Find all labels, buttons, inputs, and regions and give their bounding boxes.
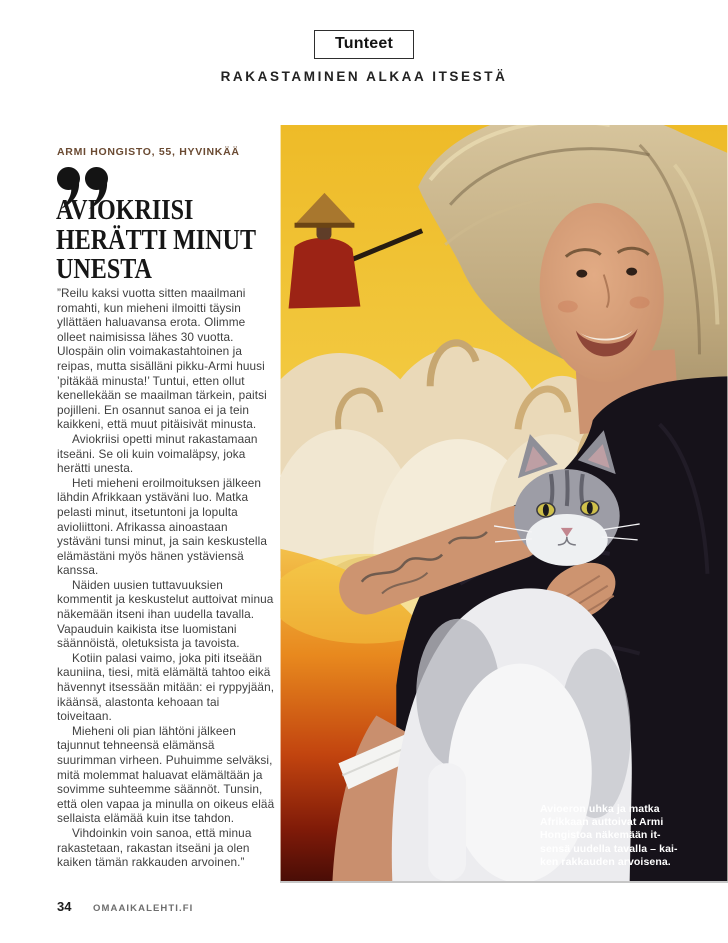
portrait-photo <box>280 125 728 883</box>
caption-line: Afrikkaan auttoivat Armi <box>540 816 664 829</box>
caption-line: ken rakkauden arvoisena. <box>540 855 671 868</box>
paragraph: Heti mieheni eroilmoituksen jälkeen lähdin Afrikkaan ystäväni luo. Matka pelasti minut, itsetuntoni ja lopulta avioliittoni. Afrikassa ainoastaan ystäväni tunsi minut, ja sain keskustella elämästäni myös hänen ystäviensä kanssa. <box>57 475 267 578</box>
page-number: 34 <box>57 899 72 914</box>
article-body <box>57 286 275 870</box>
caption-line: Avioeron uhka ja matka <box>540 803 660 815</box>
paragraph: Aviokriisi opetti minut rakastamaan itseäni. Se oli kuin voimaläpsy, joka herätti unesta. <box>57 431 258 476</box>
section-tag-label: Tunteet <box>335 35 393 52</box>
section-tag <box>314 30 414 59</box>
paragraph: Näiden uusien tuttavuuksien kommentit ja keskustelut auttoivat minua näkemään itseni ihan uudella tavalla. Vapauduin kaikista itse luomistani säännöistä, oletuksista ja tavoista. <box>57 577 274 651</box>
portrait-photo-illustration <box>280 125 728 881</box>
site-url: OMAAIKALEHTI.FI <box>93 903 194 914</box>
paragraph: Mieheni oli pian lähtöni jälkeen tajunnut tehneensä elämänsä suurimman virheen. Puhuimme selväksi, mitä molemmat haluavat elämältään ja sovimme suhteemme säännöt. Tunsin, että olen vapaa ja minulla on oikeus elää sellaista elämää kuin itse tahdon. <box>57 723 275 826</box>
byline: ARMI HONGISTO, 55, HYVINKÄÄ <box>57 146 240 158</box>
headline <box>56 196 256 285</box>
photo-caption <box>540 803 712 869</box>
kicker-title: RAKASTAMINEN ALKAA ITSESTÄ <box>220 69 508 84</box>
caption-line: sensä uudella tavalla – kai- <box>540 842 678 855</box>
paragraph: ”Reilu kaksi vuotta sitten maailmani romahti, kun mieheni ilmoitti täysin yllättäen haluavansa erota. Olimme olleet naimisissa lähes 30 vuotta. Ulospäin olin voimakastahtoinen ja reipas, mutta sisälläni pikku-Armi huusi ’pitäkää minusta!’ Tuntui, etten ollut kenellekään se maailman tärkein, paitsi pojilleni. En osannut sanoa ei ja tein kaikkeni, että muut pitäisivät minusta. <box>57 286 267 432</box>
headline-line: UNESTA <box>56 254 152 285</box>
headline-line: AVIOKRIISI <box>56 195 194 226</box>
paragraph: Kotiin palasi vaimo, joka piti itseään kauniina, tiesi, mitä elämältä tahtoo eikä hävennyt itsessään mitään: ei ryppyjään, ikäänsä, alastonta kehoaan tai toiveitaan. <box>57 650 275 724</box>
headline-line: HERÄTTI MINUT <box>56 224 257 256</box>
caption-line: Hongistoa näkemään it- <box>540 829 661 842</box>
paragraph: Vihdoinkin voin sanoa, että minua rakastetaan, rakastan itseäni ja olen kaiken tämän rakkauden arvoinen.” <box>57 825 252 870</box>
